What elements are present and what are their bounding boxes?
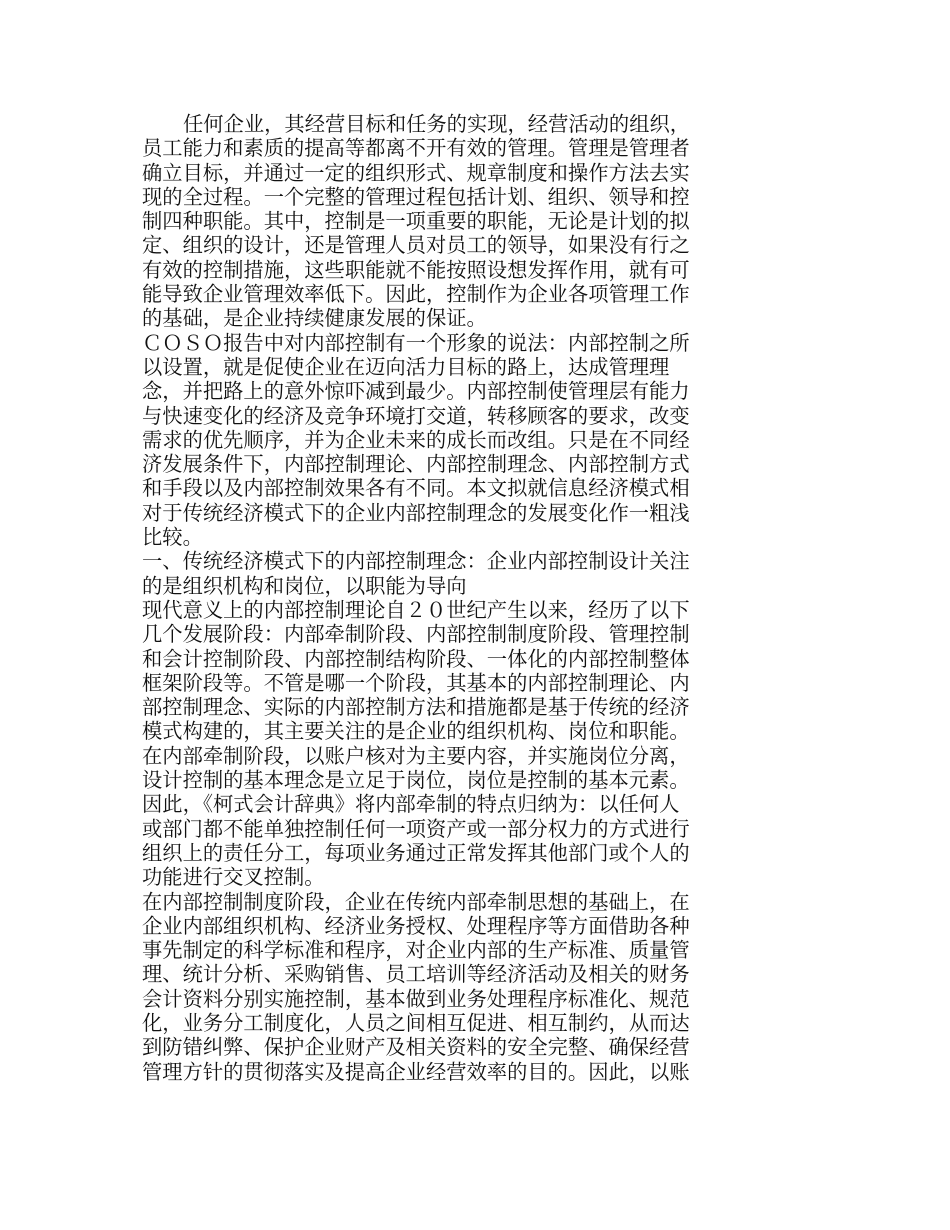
text-line: 确立目标，并通过一定的组织形式、规章制度和操作方法去实 [142,160,690,185]
text-line: 比较。 [142,525,203,550]
text-line: 以设置，就是促使企业在迈向活力目标的路上，达成管理理 [142,354,670,379]
text-line: ＣＯＳＯ报告中对内部控制有一个形象的说法：内部控制之所 [142,330,690,355]
section-heading-line: 的是组织机构和岗位，以职能为导向 [142,573,467,598]
text-line: 能导致企业管理效率低下。因此，控制作为企业各项管理工作 [142,282,690,307]
text-line: 现的全过程。一个完整的管理过程包括计划、组织、领导和控 [142,184,690,209]
text-line: 部控制理念、实际的内部控制方法和措施都是基于传统的经济 [142,695,690,720]
text-line: 有效的控制措施，这些职能就不能按照设想发挥作用，就有可 [142,257,690,282]
text-line: 因此，《柯式会计辞典》将内部牵制的特点归纳为：以任何人 [142,792,680,817]
text-line: 会计资料分别实施控制，基本做到业务处理程序标准化、规范 [142,986,690,1011]
text-line: 在内部控制制度阶段，企业在传统内部牵制思想的基础上，在 [142,889,690,914]
text-line: 理、统计分析、采购销售、员工培训等经济活动及相关的财务 [142,962,690,987]
text-line: 管理方针的贯彻落实及提高企业经营效率的目的。因此，以账 [142,1059,690,1084]
text-line: 和会计控制阶段、内部控制结构阶段、一体化的内部控制整体 [142,646,690,671]
text-line: 济发展条件下，内部控制理论、内部控制理念、内部控制方式 [142,452,690,477]
text-line: 与快速变化的经济及竞争环境打交道，转移顾客的要求，改变 [142,403,690,428]
text-line: 事先制定的科学标准和程序，对企业内部的生产标准、质量管 [142,938,690,963]
text-line: 组织上的责任分工，每项业务通过正常发挥其他部门或个人的 [142,840,690,865]
text-line: 企业内部组织机构、经济业务授权、处理程序等方面借助各种 [142,913,690,938]
text-line: 制四种职能。其中，控制是一项重要的职能，无论是计划的拟 [142,209,690,234]
text-line: 的基础，是企业持续健康发展的保证。 [142,306,487,331]
text-line: 到防错纠弊、保护企业财产及相关资料的安全完整、确保经营 [142,1035,690,1060]
text-line: 框架阶段等。不管是哪一个阶段，其基本的内部控制理论、内 [142,670,690,695]
text-line: 定、组织的设计，还是管理人员对员工的领导，如果没有行之 [142,233,690,258]
document-body [142,112,732,1084]
text-line: 和手段以及内部控制效果各有不同。本文拟就信息经济模式相 [142,476,690,501]
text-line: 模式构建的，其主要关注的是企业的组织机构、岗位和职能。 [142,719,690,744]
section-heading-line: 一、传统经济模式下的内部控制理念：企业内部控制设计关注 [142,549,690,574]
text-line: 对于传统经济模式下的企业内部控制理念的发展变化作一粗浅 [142,500,690,525]
text-line: 几个发展阶段：内部牵制阶段、内部控制制度阶段、管理控制 [142,622,690,647]
text-line: 在内部牵制阶段，以账户核对为主要内容，并实施岗位分离， [142,743,690,768]
text-line: 设计控制的基本理念是立足于岗位，岗位是控制的基本元素。 [142,768,690,793]
text-line: 功能进行交叉控制。 [142,865,325,890]
text-line: 员工能力和素质的提高等都离不开有效的管理。管理是管理者 [142,136,690,161]
text-line: 需求的优先顺序，并为企业未来的成长而改组。只是在不同经 [142,427,690,452]
text-line: 现代意义上的内部控制理论自２０世纪产生以来，经历了以下 [142,597,690,622]
text-line: 化，业务分工制度化，人员之间相互促进、相互制约，从而达 [142,1010,690,1035]
text-line: 念，并把路上的意外惊吓减到最少。内部控制使管理层有能力 [142,379,690,404]
text-line: 任何企业，其经营目标和任务的实现，经营活动的组织， [183,112,691,136]
text-line: 或部门都不能单独控制任何一项资产或一部分权力的方式进行 [142,816,690,841]
